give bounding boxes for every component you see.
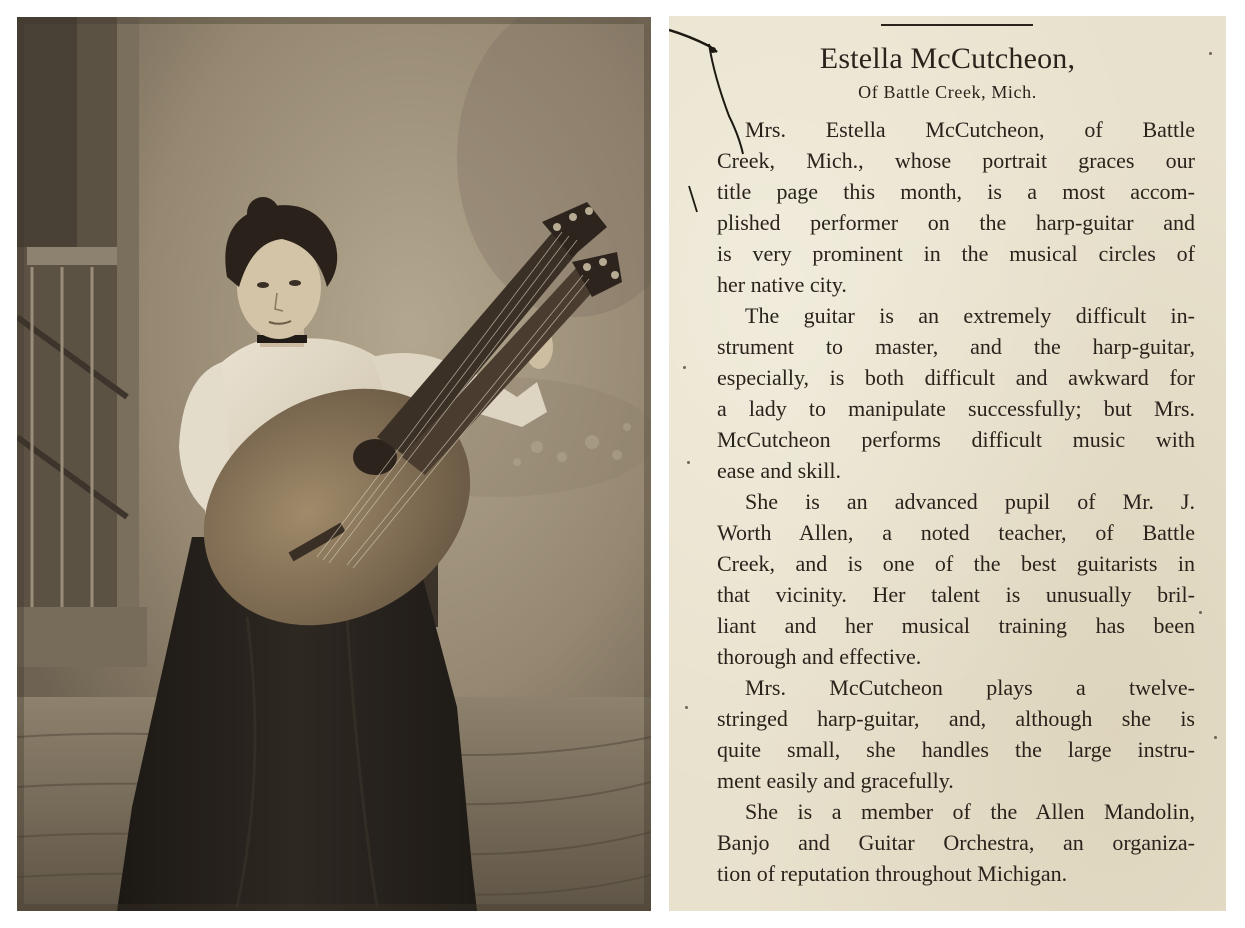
top-rule (881, 24, 1033, 26)
text-line: She is an advanced pupil of Mr. J. (745, 489, 1195, 514)
paper-speck (1214, 736, 1217, 739)
text-line: plished performer on the harp-guitar and (717, 210, 1195, 235)
text-line: her native city. (717, 272, 847, 297)
text-line: tion of reputation throughout Michigan. (717, 861, 1068, 886)
text-line: thorough and effective. (717, 644, 922, 669)
article-subtitle: Of Battle Creek, Mich. (858, 82, 1037, 102)
text-line: title page this month, is a most accom- (717, 179, 1195, 204)
portrait-photograph (17, 17, 651, 911)
text-line: Worth Allen, a noted teacher, of Battle (717, 520, 1195, 545)
article-title: Estella McCutcheon, (819, 42, 1076, 75)
text-line: that vicinity. Her talent is unusually bril- (717, 582, 1195, 607)
text-line: Creek, and is one of the best guitarists in (717, 551, 1195, 576)
paper-speck (687, 461, 690, 464)
text-line: McCutcheon performs difficult music with (717, 427, 1195, 452)
text-line: Mrs. Estella McCutcheon, of Battle (745, 117, 1195, 142)
paper-speck (1199, 611, 1202, 614)
article-body (717, 114, 1195, 889)
text-line: strument to master, and the harp-guitar, (717, 334, 1195, 359)
text-line: is very prominent in the musical circles of (717, 241, 1195, 266)
paper-speck (685, 706, 688, 709)
text-line: Banjo and Guitar Orchestra, an organiza- (717, 830, 1195, 855)
article-paragraph (717, 486, 1195, 672)
article-paragraph (717, 672, 1195, 796)
text-line: a lady to manipulate successfully; but Mrs. (717, 396, 1195, 421)
text-line: ment easily and gracefully. (717, 768, 954, 793)
text-line: quite small, she handles the large instru- (717, 737, 1195, 762)
paper-speck (1209, 52, 1212, 55)
text-line: Mrs. McCutcheon plays a twelve- (745, 675, 1195, 700)
text-line: especially, is both difficult and awkward for (717, 365, 1195, 390)
article-paragraph (717, 796, 1195, 889)
text-line: Creek, Mich., whose portrait graces our (717, 148, 1195, 173)
article-paragraph (717, 114, 1195, 300)
article-paragraph (717, 300, 1195, 486)
paper-speck (683, 366, 686, 369)
text-line: ease and skill. (717, 458, 842, 483)
text-line: The guitar is an extremely difficult in- (745, 303, 1195, 328)
article-page (669, 16, 1226, 911)
text-line: stringed harp-guitar, and, although she is (717, 706, 1195, 731)
portrait-image (17, 17, 651, 911)
text-line: liant and her musical training has been (717, 613, 1195, 638)
text-line: She is a member of the Allen Mandolin, (745, 799, 1195, 824)
